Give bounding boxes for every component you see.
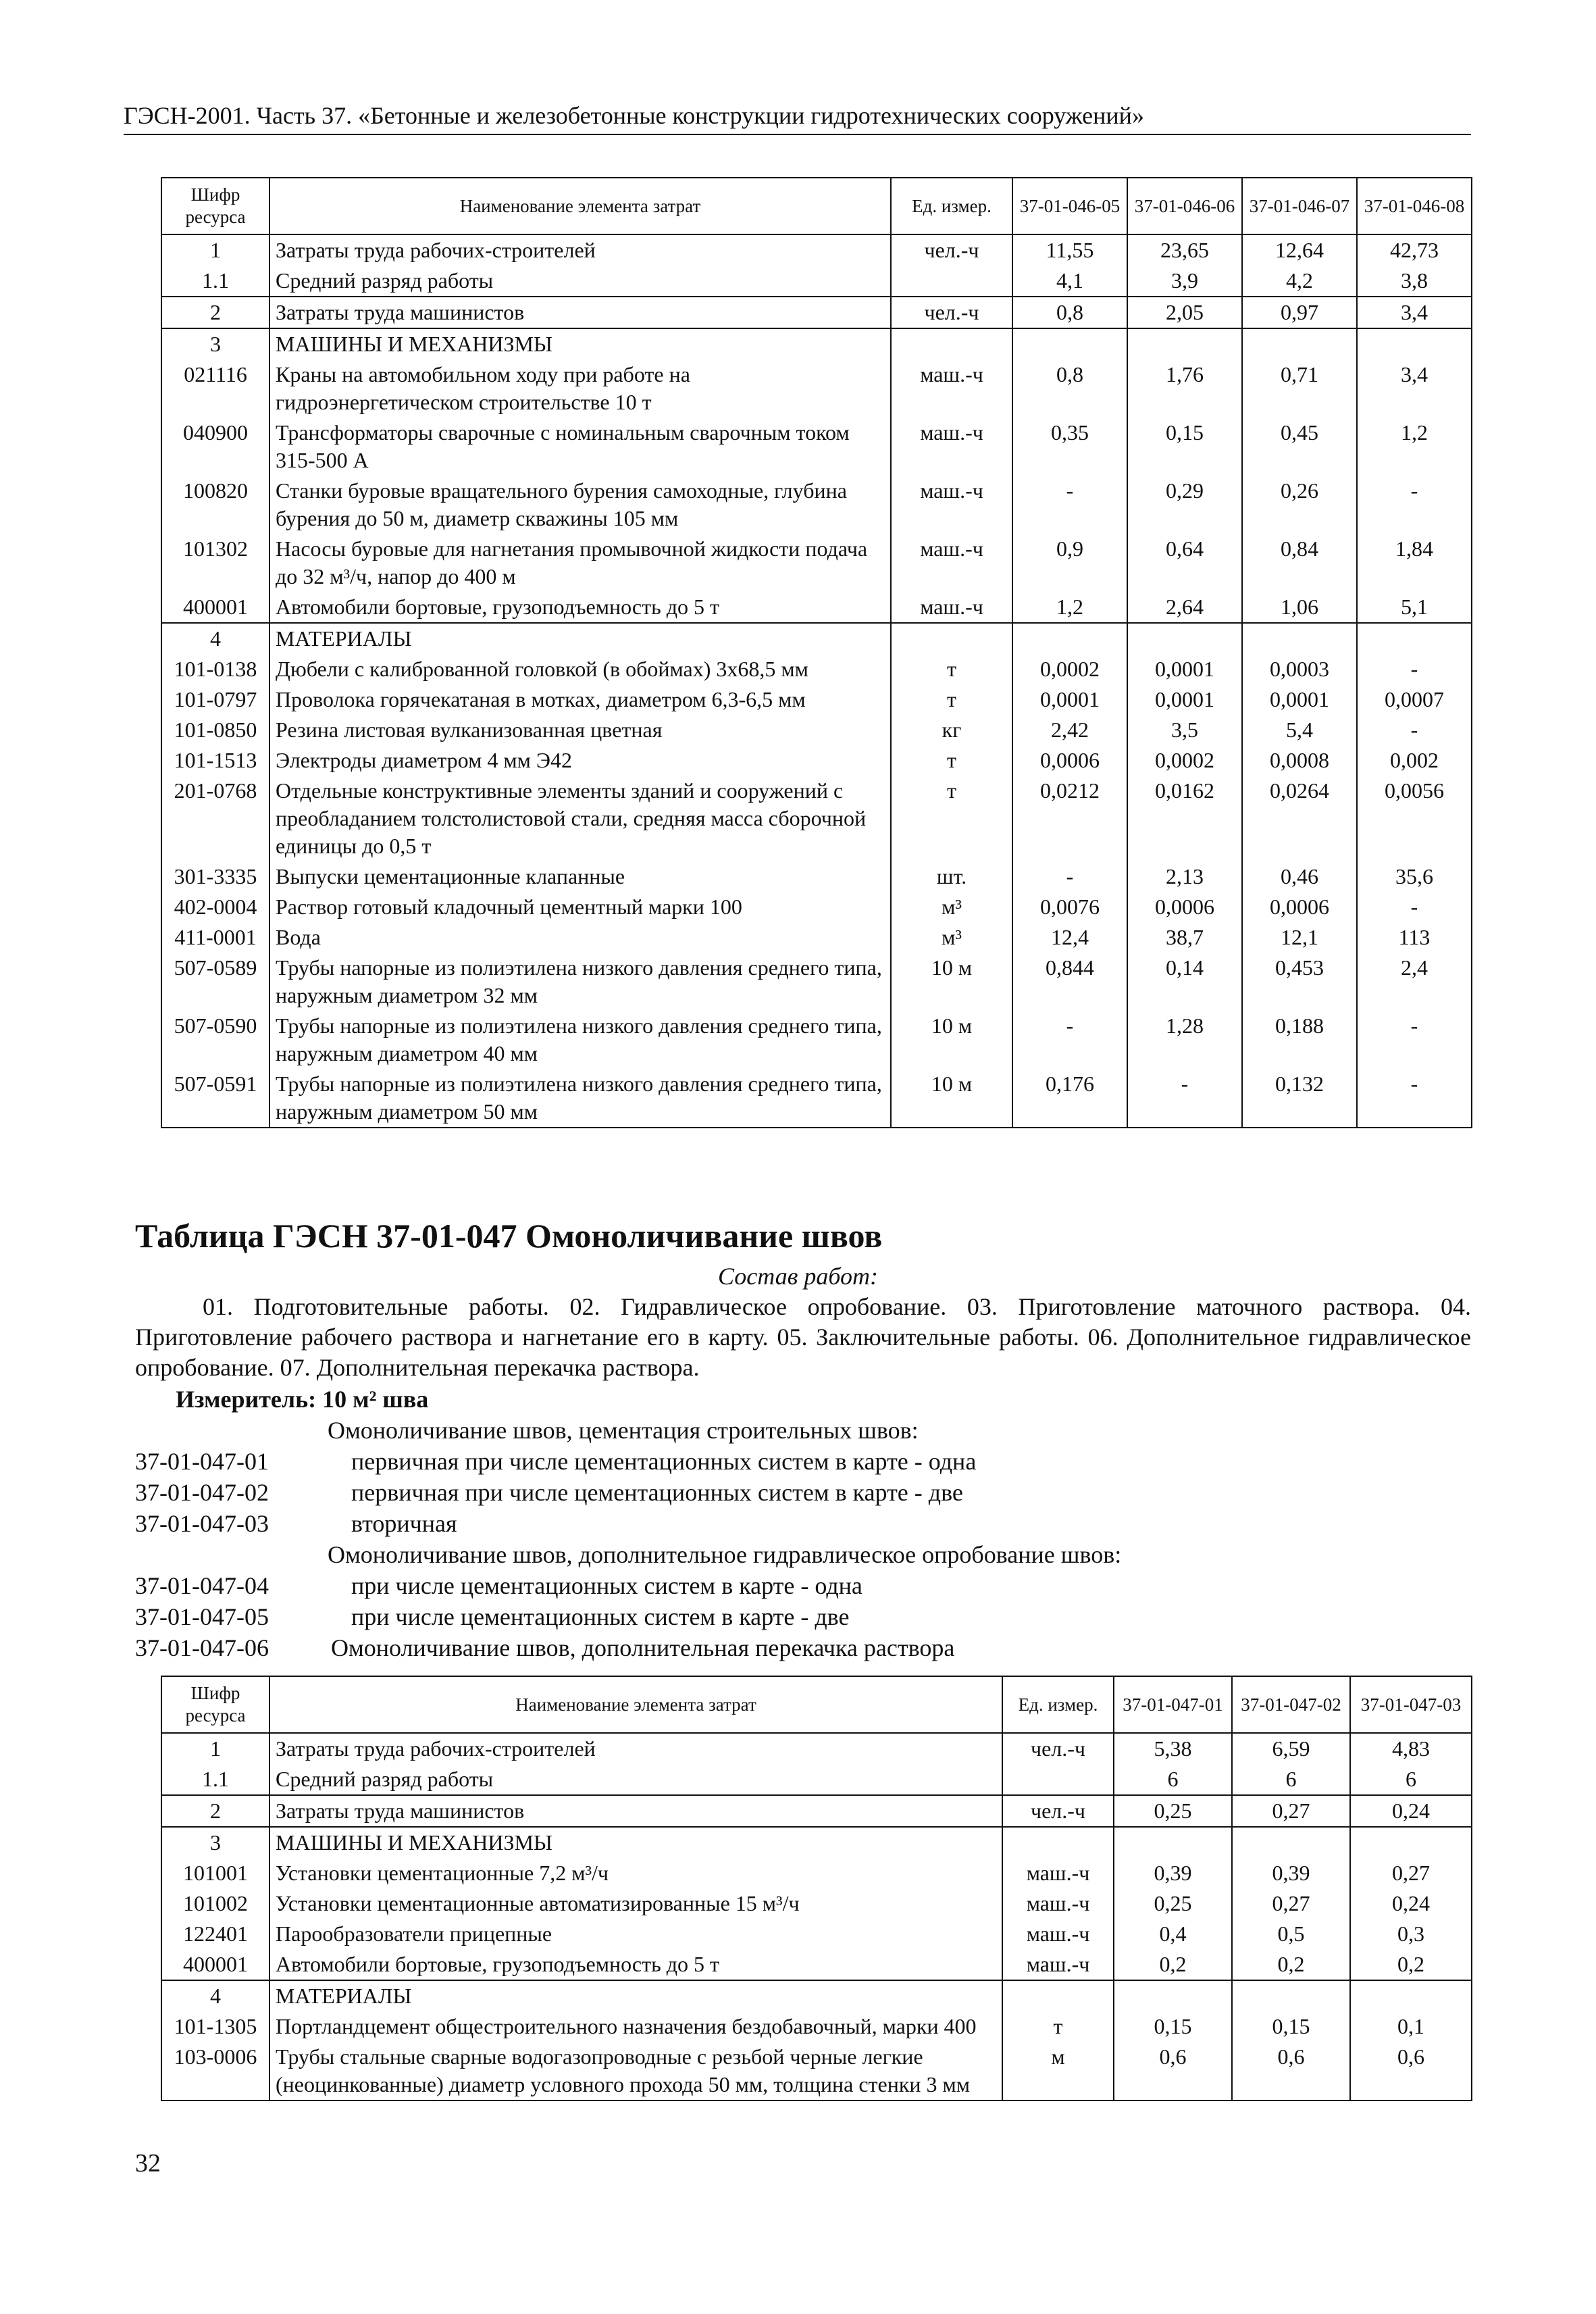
resource-code: 1 [161, 1733, 269, 1764]
norm-value: - [1012, 476, 1127, 534]
norm-value: 2,4 [1357, 953, 1472, 1011]
table-row [161, 1011, 1472, 1069]
norm-value: 0,24 [1350, 1795, 1472, 1827]
norm-value [1350, 1980, 1472, 2011]
col-header-name: Наименование элемента затрат [269, 1676, 1002, 1733]
norm-value: 3,4 [1357, 297, 1472, 328]
norm-value: 0,97 [1242, 297, 1357, 328]
resource-code: 101-0797 [161, 684, 269, 715]
norm-value: 0,0001 [1127, 684, 1242, 715]
norm-value: 0,9 [1012, 534, 1127, 592]
unit-of-measure: 10 м [891, 1069, 1012, 1128]
table-row [161, 1888, 1472, 1919]
norm-value: 2,64 [1127, 592, 1242, 623]
unit-of-measure: т [891, 776, 1012, 861]
unit-of-measure [1002, 1764, 1114, 1795]
norm-value: 6 [1114, 1764, 1232, 1795]
norm-value: 0,39 [1232, 1858, 1350, 1888]
table-row [161, 922, 1472, 953]
unit-of-measure: кг [891, 715, 1012, 745]
table-row [161, 745, 1472, 776]
resource-code: 1.1 [161, 266, 269, 297]
norm-value: 35,6 [1357, 861, 1472, 892]
norm-value [1127, 328, 1242, 359]
page-header: ГЭСН-2001. Часть 37. «Бетонные и железобетонные конструкции гидротехнических сооружений» [124, 101, 1471, 135]
table-row [161, 359, 1472, 418]
norm-value: - [1357, 715, 1472, 745]
norm-value: 0,0001 [1012, 684, 1127, 715]
variant-group-heading: Омоноличивание швов, дополнительное гидравлическое опробование швов: [328, 1541, 1122, 1568]
resource-code: 122401 [161, 1919, 269, 1949]
norm-value [1242, 623, 1357, 654]
norm-value: 0,844 [1012, 953, 1127, 1011]
resource-name: Дюбели с калиброванной головкой (в обоймах) 3х68,5 мм [269, 654, 891, 684]
norm-value [1242, 328, 1357, 359]
resource-name: Электроды диаметром 4 мм Э42 [269, 745, 891, 776]
norm-value: 4,83 [1350, 1733, 1472, 1764]
unit-of-measure: маш.-ч [891, 534, 1012, 592]
resource-code: 402-0004 [161, 892, 269, 922]
unit-of-measure: чел.-ч [891, 234, 1012, 266]
resource-code: 507-0589 [161, 953, 269, 1011]
norm-value: 0,0212 [1012, 776, 1127, 861]
resource-code: 103-0006 [161, 2042, 269, 2101]
measurement-unit: Измеритель: 10 м² шва [176, 1386, 429, 1413]
unit-of-measure: т [891, 745, 1012, 776]
resource-code: 3 [161, 328, 269, 359]
resource-name: Насосы буровые для нагнетания промывочной жидкости подача до 32 м³/ч, напор до 400 м [269, 534, 891, 592]
norm-value: - [1357, 1069, 1472, 1128]
resource-code: 101-1513 [161, 745, 269, 776]
resource-name: Автомобили бортовые, грузоподъемность до 5 т [269, 1949, 1002, 1980]
table-header-row [161, 178, 1472, 234]
norm-value: 0,5 [1232, 1919, 1350, 1949]
works-composition-text: 01. Подготовительные работы. 02. Гидравлическое опробование. 03. Приготовление маточного раствора. 04. Приготовление рабочего раствора и нагнетание его в карту. 05. Заключительные работы. 06. Дополнительное гидравлическое опробование. 07. Дополнительная перекачка раствора. [135, 1293, 1471, 1381]
norm-value: 0,6 [1350, 2042, 1472, 2101]
resource-code: 2 [161, 297, 269, 328]
table-row [161, 1069, 1472, 1128]
resource-code: 101-0850 [161, 715, 269, 745]
resource-code: 201-0768 [161, 776, 269, 861]
table-header-row [161, 1676, 1472, 1733]
table-row [161, 623, 1472, 654]
norm-value: 0,8 [1012, 297, 1127, 328]
norm-value: 0,0002 [1012, 654, 1127, 684]
resource-name: Краны на автомобильном ходу при работе на гидроэнергетическом строительстве 10 т [269, 359, 891, 418]
norm-value: 6 [1232, 1764, 1350, 1795]
norm-value: 0,0007 [1357, 684, 1472, 715]
table-row [161, 1795, 1472, 1827]
unit-of-measure [891, 623, 1012, 654]
unit-of-measure: маш.-ч [1002, 1949, 1114, 1980]
resource-name: Затраты труда машинистов [269, 297, 891, 328]
resource-name: Средний разряд работы [269, 1764, 1002, 1795]
resource-name: Установки цементационные 7,2 м³/ч [269, 1858, 1002, 1888]
table-row [161, 1919, 1472, 1949]
norm-value: 0,0001 [1127, 654, 1242, 684]
section-title: Таблица ГЭСН 37-01-047 Омоноличивание швов [135, 1217, 883, 1255]
variant-code: 37-01-047-02 [135, 1479, 269, 1506]
table-row [161, 1827, 1472, 1858]
col-header-unit: Ед. измер. [891, 178, 1012, 234]
resource-code: 4 [161, 623, 269, 654]
resource-name: Отдельные конструктивные элементы зданий и сооружений с преобладанием толстолистовой стали, средняя масса сборочной единицы до 0,5 т [269, 776, 891, 861]
variant-code: 37-01-047-06 [135, 1634, 269, 1661]
resource-name: Трубы стальные сварные водогазопроводные с резьбой черные легкие (неоцинкованные) диаметр условного прохода 50 мм, толщина стенки 3 мм [269, 2042, 1002, 2101]
table-row [161, 418, 1472, 476]
table-row [161, 1858, 1472, 1888]
col-header-variant: 37-01-046-06 [1127, 178, 1242, 234]
col-header-variant: 37-01-047-03 [1350, 1676, 1472, 1733]
norm-value: 0,46 [1242, 861, 1357, 892]
unit-of-measure: т [1002, 2011, 1114, 2042]
resource-name: МАТЕРИАЛЫ [269, 623, 891, 654]
norm-value [1127, 623, 1242, 654]
resource-code: 507-0591 [161, 1069, 269, 1128]
norm-value: - [1012, 861, 1127, 892]
norm-value: 2,42 [1012, 715, 1127, 745]
resource-table-046 [161, 177, 1472, 1128]
resource-code: 101302 [161, 534, 269, 592]
norm-value: 0,29 [1127, 476, 1242, 534]
unit-of-measure: маш.-ч [891, 476, 1012, 534]
table-row [161, 234, 1472, 266]
resource-name: Затраты труда рабочих-строителей [269, 1733, 1002, 1764]
unit-of-measure: 10 м [891, 1011, 1012, 1069]
variant-code: 37-01-047-04 [135, 1572, 269, 1599]
norm-value: 0,45 [1242, 418, 1357, 476]
unit-of-measure: чел.-ч [1002, 1795, 1114, 1827]
norm-value: 0,188 [1242, 1011, 1357, 1069]
col-header-variant: 37-01-047-01 [1114, 1676, 1232, 1733]
norm-value: 0,6 [1232, 2042, 1350, 2101]
norm-value [1114, 1980, 1232, 2011]
unit-of-measure: маш.-ч [891, 359, 1012, 418]
norm-value [1114, 1827, 1232, 1858]
resource-code: 301-3335 [161, 861, 269, 892]
unit-of-measure: т [891, 684, 1012, 715]
norm-value: 0,25 [1114, 1795, 1232, 1827]
table-row [161, 534, 1472, 592]
norm-value: 0,24 [1350, 1888, 1472, 1919]
norm-value: 1,2 [1357, 418, 1472, 476]
resource-code: 101-0138 [161, 654, 269, 684]
norm-value: 0,453 [1242, 953, 1357, 1011]
norm-value: 1,76 [1127, 359, 1242, 418]
table-row [161, 328, 1472, 359]
unit-of-measure: 10 м [891, 953, 1012, 1011]
variant-description: вторичная [351, 1510, 457, 1537]
norm-value: - [1357, 654, 1472, 684]
resource-code: 507-0590 [161, 1011, 269, 1069]
norm-value: 0,0056 [1357, 776, 1472, 861]
col-header-code: Шифр ресурса [161, 178, 269, 234]
resource-code: 400001 [161, 1949, 269, 1980]
norm-value: 6,59 [1232, 1733, 1350, 1764]
unit-of-measure: маш.-ч [1002, 1919, 1114, 1949]
unit-of-measure: маш.-ч [891, 592, 1012, 623]
norm-value [1012, 623, 1127, 654]
norm-value: - [1012, 1011, 1127, 1069]
unit-of-measure: м³ [891, 922, 1012, 953]
resource-name: Трубы напорные из полиэтилена низкого давления среднего типа, наружным диаметром 32 мм [269, 953, 891, 1011]
table-row [161, 776, 1472, 861]
norm-value: 0,0008 [1242, 745, 1357, 776]
resource-name: Проволока горячекатаная в мотках, диаметром 6,3-6,5 мм [269, 684, 891, 715]
norm-value: 0,0006 [1242, 892, 1357, 922]
table-row [161, 861, 1472, 892]
resource-code: 101002 [161, 1888, 269, 1919]
norm-value: 0,1 [1350, 2011, 1472, 2042]
resource-name: Парообразователи прицепные [269, 1919, 1002, 1949]
unit-of-measure: чел.-ч [1002, 1733, 1114, 1764]
variant-description: при числе цементационных систем в карте - две [351, 1603, 850, 1630]
table-row [161, 266, 1472, 297]
norm-value: 3,8 [1357, 266, 1472, 297]
norm-value: 0,0006 [1127, 892, 1242, 922]
resource-code: 4 [161, 1980, 269, 2011]
table-row [161, 297, 1472, 328]
unit-of-measure [891, 266, 1012, 297]
norm-value: 0,8 [1012, 359, 1127, 418]
resource-code: 021116 [161, 359, 269, 418]
norm-value: 38,7 [1127, 922, 1242, 953]
norm-value: 0,176 [1012, 1069, 1127, 1128]
resource-name: Затраты труда машинистов [269, 1795, 1002, 1827]
resource-name: Автомобили бортовые, грузоподъемность до 5 т [269, 592, 891, 623]
norm-value: 0,35 [1012, 418, 1127, 476]
resource-code: 100820 [161, 476, 269, 534]
norm-value: 0,0001 [1242, 684, 1357, 715]
resource-name: Установки цементационные автоматизированные 15 м³/ч [269, 1888, 1002, 1919]
variant-code: 37-01-047-05 [135, 1603, 269, 1630]
unit-of-measure: м³ [891, 892, 1012, 922]
resource-name: Трубы напорные из полиэтилена низкого давления среднего типа, наружным диаметром 40 мм [269, 1011, 891, 1069]
unit-of-measure: чел.-ч [891, 297, 1012, 328]
norm-value: - [1357, 476, 1472, 534]
norm-value: 0,15 [1232, 2011, 1350, 2042]
table-row [161, 684, 1472, 715]
resource-name: МАШИНЫ И МЕХАНИЗМЫ [269, 328, 891, 359]
norm-value: 3,4 [1357, 359, 1472, 418]
resource-name: Резина листовая вулканизованная цветная [269, 715, 891, 745]
norm-value: 0,0264 [1242, 776, 1357, 861]
variant-group-heading: Омоноличивание швов, цементация строительных швов: [328, 1417, 919, 1444]
resource-name: Трансформаторы сварочные с номинальным сварочным током 315-500 А [269, 418, 891, 476]
resource-code: 101001 [161, 1858, 269, 1888]
norm-value [1357, 328, 1472, 359]
norm-value: 5,4 [1242, 715, 1357, 745]
resource-code: 1.1 [161, 1764, 269, 1795]
col-header-variant: 37-01-046-08 [1357, 178, 1472, 234]
variant-code: 37-01-047-01 [135, 1448, 269, 1475]
norm-value: 0,71 [1242, 359, 1357, 418]
norm-value: 0,132 [1242, 1069, 1357, 1128]
norm-value: 0,64 [1127, 534, 1242, 592]
resource-table-047 [161, 1676, 1472, 2101]
table-row [161, 1949, 1472, 1980]
norm-value: 0,2 [1114, 1949, 1232, 1980]
table-row [161, 892, 1472, 922]
norm-value: 113 [1357, 922, 1472, 953]
table-row [161, 1733, 1472, 1764]
norm-value: - [1357, 1011, 1472, 1069]
unit-of-measure [1002, 1827, 1114, 1858]
table-row [161, 2011, 1472, 2042]
col-header-name: Наименование элемента затрат [269, 178, 891, 234]
norm-value: 0,4 [1114, 1919, 1232, 1949]
resource-name: Портландцемент общестроительного назначения бездобавочный, марки 400 [269, 2011, 1002, 2042]
norm-value: 0,27 [1232, 1888, 1350, 1919]
col-header-variant: 37-01-047-02 [1232, 1676, 1350, 1733]
norm-value: 12,1 [1242, 922, 1357, 953]
norm-value: 42,73 [1357, 234, 1472, 266]
norm-value: 0,2 [1232, 1949, 1350, 1980]
variant-description: Омоноличивание швов, дополнительная перекачка раствора [331, 1634, 955, 1661]
norm-value: 1,2 [1012, 592, 1127, 623]
norm-value: 2,13 [1127, 861, 1242, 892]
table-row [161, 1980, 1472, 2011]
norm-value: 0,26 [1242, 476, 1357, 534]
resource-name: Средний разряд работы [269, 266, 891, 297]
norm-value: 12,4 [1012, 922, 1127, 953]
norm-value: 0,14 [1127, 953, 1242, 1011]
norm-value: 0,0006 [1012, 745, 1127, 776]
variant-description: при числе цементационных систем в карте - одна [351, 1572, 863, 1599]
works-composition-label: Состав работ: [718, 1263, 878, 1290]
norm-value: 0,0002 [1127, 745, 1242, 776]
norm-value: 2,05 [1127, 297, 1242, 328]
norm-value: 0,0076 [1012, 892, 1127, 922]
table-row [161, 1764, 1472, 1795]
table-row [161, 592, 1472, 623]
norm-value: 11,55 [1012, 234, 1127, 266]
unit-of-measure: маш.-ч [1002, 1858, 1114, 1888]
norm-value: 12,64 [1242, 234, 1357, 266]
resource-code: 400001 [161, 592, 269, 623]
table-row [161, 2042, 1472, 2101]
table-row [161, 715, 1472, 745]
table-row [161, 654, 1472, 684]
norm-value: 0,15 [1127, 418, 1242, 476]
variant-description: первичная при числе цементационных систем в карте - одна [351, 1448, 977, 1475]
norm-value: 5,1 [1357, 592, 1472, 623]
norm-value: 0,27 [1350, 1858, 1472, 1888]
table-row [161, 476, 1472, 534]
unit-of-measure: т [891, 654, 1012, 684]
norm-value: 0,39 [1114, 1858, 1232, 1888]
norm-value [1350, 1827, 1472, 1858]
norm-value: 4,1 [1012, 266, 1127, 297]
resource-name: Выпуски цементационные клапанные [269, 861, 891, 892]
norm-value: 1,06 [1242, 592, 1357, 623]
unit-of-measure: маш.-ч [891, 418, 1012, 476]
resource-code: 101-1305 [161, 2011, 269, 2042]
unit-of-measure: маш.-ч [1002, 1888, 1114, 1919]
norm-value: 3,9 [1127, 266, 1242, 297]
col-header-variant: 37-01-046-07 [1242, 178, 1357, 234]
norm-value: 0,3 [1350, 1919, 1472, 1949]
col-header-unit: Ед. измер. [1002, 1676, 1114, 1733]
col-header-variant: 37-01-046-05 [1012, 178, 1127, 234]
resource-name: Трубы напорные из полиэтилена низкого давления среднего типа, наружным диаметром 50 мм [269, 1069, 891, 1128]
norm-value [1232, 1980, 1350, 2011]
norm-value [1357, 623, 1472, 654]
norm-value: 0,6 [1114, 2042, 1232, 2101]
unit-of-measure [1002, 1980, 1114, 2011]
resource-code: 411-0001 [161, 922, 269, 953]
norm-value: 3,5 [1127, 715, 1242, 745]
norm-value: 1,28 [1127, 1011, 1242, 1069]
resource-code: 2 [161, 1795, 269, 1827]
variant-code: 37-01-047-03 [135, 1510, 269, 1537]
resource-name: Станки буровые вращательного бурения самоходные, глубина бурения до 50 м, диаметр скважины 105 мм [269, 476, 891, 534]
resource-code: 040900 [161, 418, 269, 476]
norm-value: 0,0003 [1242, 654, 1357, 684]
norm-value: 0,2 [1350, 1949, 1472, 1980]
variant-description: первичная при числе цементационных систем в карте - две [351, 1479, 963, 1506]
resource-name: Раствор готовый кладочный цементный марки 100 [269, 892, 891, 922]
norm-value: 23,65 [1127, 234, 1242, 266]
norm-value: - [1357, 892, 1472, 922]
resource-name: МАШИНЫ И МЕХАНИЗМЫ [269, 1827, 1002, 1858]
unit-of-measure: м [1002, 2042, 1114, 2101]
norm-value: 5,38 [1114, 1733, 1232, 1764]
unit-of-measure: шт. [891, 861, 1012, 892]
norm-value: 0,25 [1114, 1888, 1232, 1919]
norm-value: 0,84 [1242, 534, 1357, 592]
norm-value: 0,27 [1232, 1795, 1350, 1827]
unit-of-measure [891, 328, 1012, 359]
resource-name: Затраты труда рабочих-строителей [269, 234, 891, 266]
col-header-code: Шифр ресурса [161, 1676, 269, 1733]
norm-value [1232, 1827, 1350, 1858]
page-number: 32 [135, 2149, 161, 2178]
resource-name: МАТЕРИАЛЫ [269, 1980, 1002, 2011]
table-row [161, 953, 1472, 1011]
norm-value: 0,002 [1357, 745, 1472, 776]
resource-name: Вода [269, 922, 891, 953]
norm-value: 0,15 [1114, 2011, 1232, 2042]
norm-value [1012, 328, 1127, 359]
norm-value: 4,2 [1242, 266, 1357, 297]
resource-code: 3 [161, 1827, 269, 1858]
norm-value: 0,0162 [1127, 776, 1242, 861]
norm-value: 1,84 [1357, 534, 1472, 592]
norm-value: - [1127, 1069, 1242, 1128]
resource-code: 1 [161, 234, 269, 266]
norm-value: 6 [1350, 1764, 1472, 1795]
